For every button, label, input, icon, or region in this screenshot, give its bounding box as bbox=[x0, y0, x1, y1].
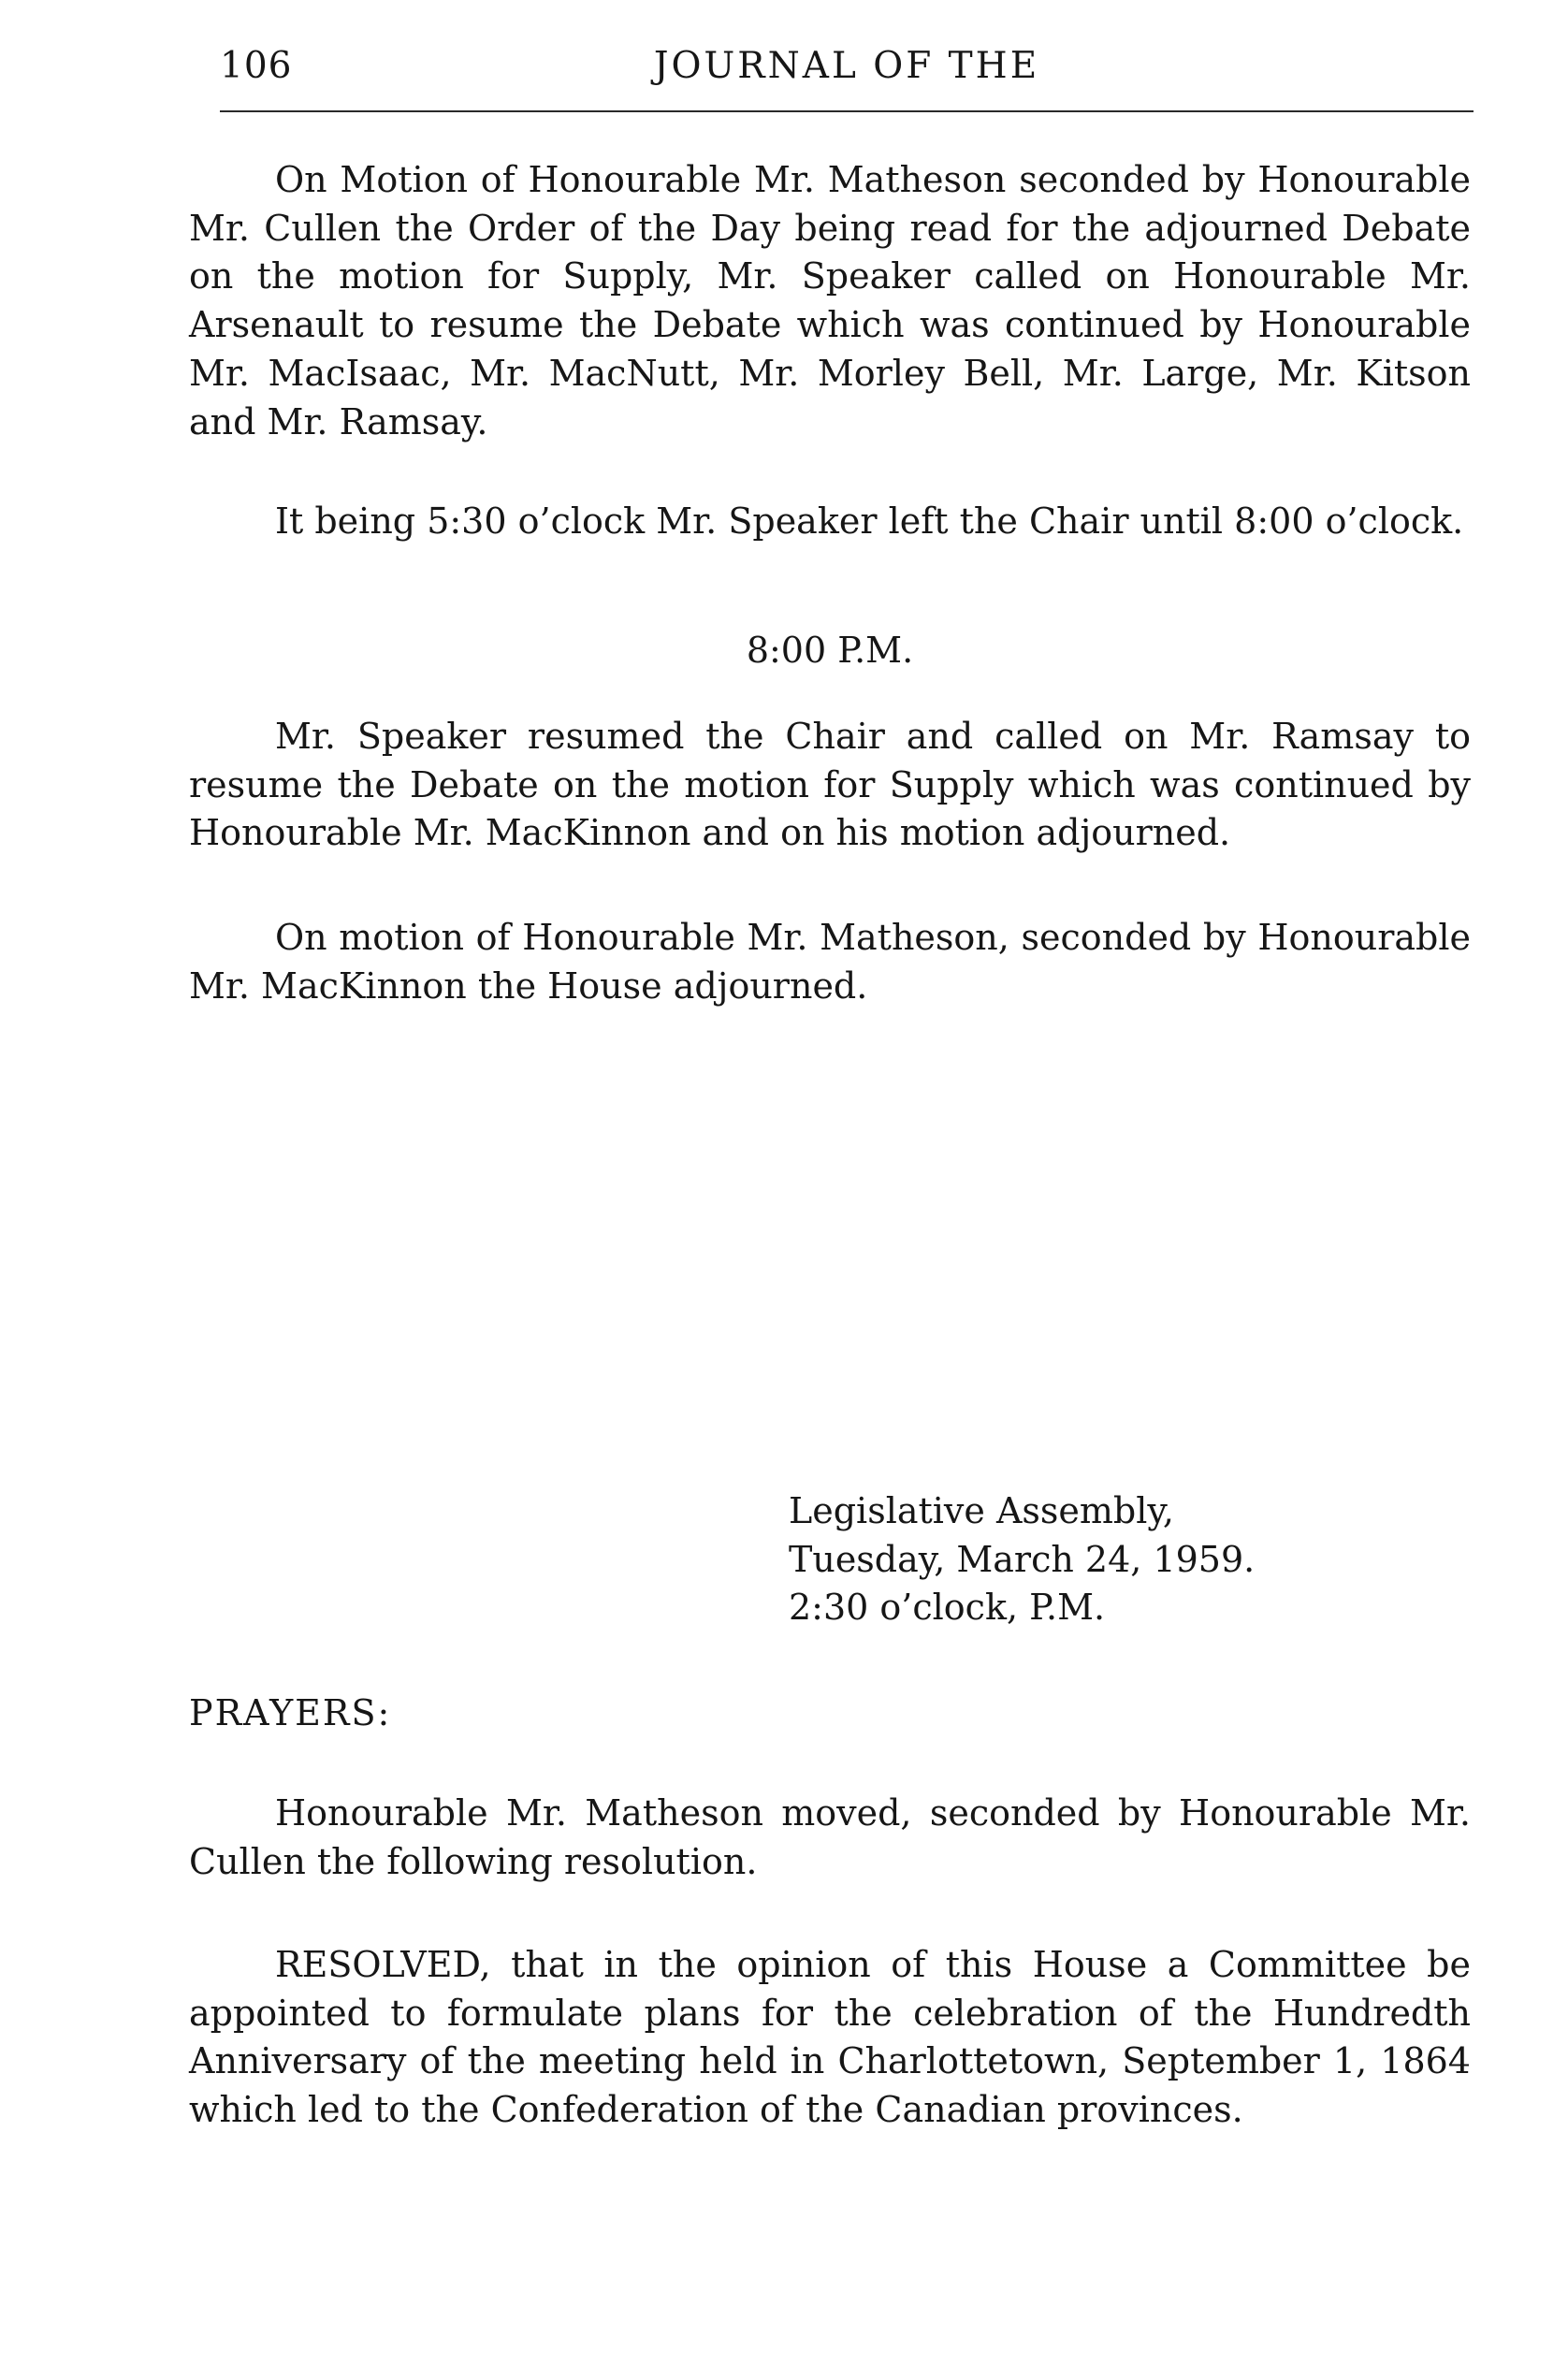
paragraph-resolved: RESOLVED, that in the opinion of this House a Committee be appointed to formulate plans for the celebration of the Hundredth Anniversary of the meeting held in Charlottetown, September 1, 1864 which led to the Confederation of the Canadian provinces. bbox=[189, 1944, 1471, 2131]
page-number: 106 bbox=[220, 45, 293, 87]
dateline-date: Tuesday, March 24, 1959. bbox=[789, 1538, 1256, 1580]
time-heading: 8:00 P.M. bbox=[746, 630, 914, 671]
dateline-time: 2:30 o’clock, P.M. bbox=[789, 1587, 1106, 1628]
paragraph-recess: It being 5:30 o’clock Mr. Speaker left the Chair until 8:00 o’clock. bbox=[275, 500, 1464, 542]
prayers-heading: PRAYERS: bbox=[189, 1692, 392, 1733]
paragraph-house-adjourned: On motion of Honourable Mr. Matheson, seconded by Honourable Mr. MacKinnon the House adjourned. bbox=[189, 917, 1471, 1007]
running-head: JOURNAL OF THE bbox=[653, 45, 1040, 87]
page-header bbox=[220, 45, 1474, 101]
dateline-assembly: Legislative Assembly, bbox=[789, 1490, 1174, 1531]
paragraph-resume-debate: Mr. Speaker resumed the Chair and called on Mr. Ramsay to resume the Debate on the motion for Supply which was continued by Honourable Mr. MacKinnon and on his motion adjourned. bbox=[189, 716, 1471, 854]
header-rule bbox=[220, 110, 1474, 112]
paragraph-resolution-moved: Honourable Mr. Matheson moved, seconded by Honourable Mr. Cullen the following resolution. bbox=[189, 1792, 1471, 1882]
paragraph-motion-supply: On Motion of Honourable Mr. Matheson seconded by Honourable Mr. Cullen the Order of the Day being read for the adjourned Debate on the motion for Supply, Mr. Speaker called on Honourable Mr. Arsenault to resume the Debate which was continued by Honourable Mr. MacIsaac, Mr. MacNutt, Mr. Morley Bell, Mr. Large, Mr. Kitson and Mr. Ramsay. bbox=[189, 159, 1471, 442]
sitting-dateline bbox=[789, 1487, 1255, 1632]
